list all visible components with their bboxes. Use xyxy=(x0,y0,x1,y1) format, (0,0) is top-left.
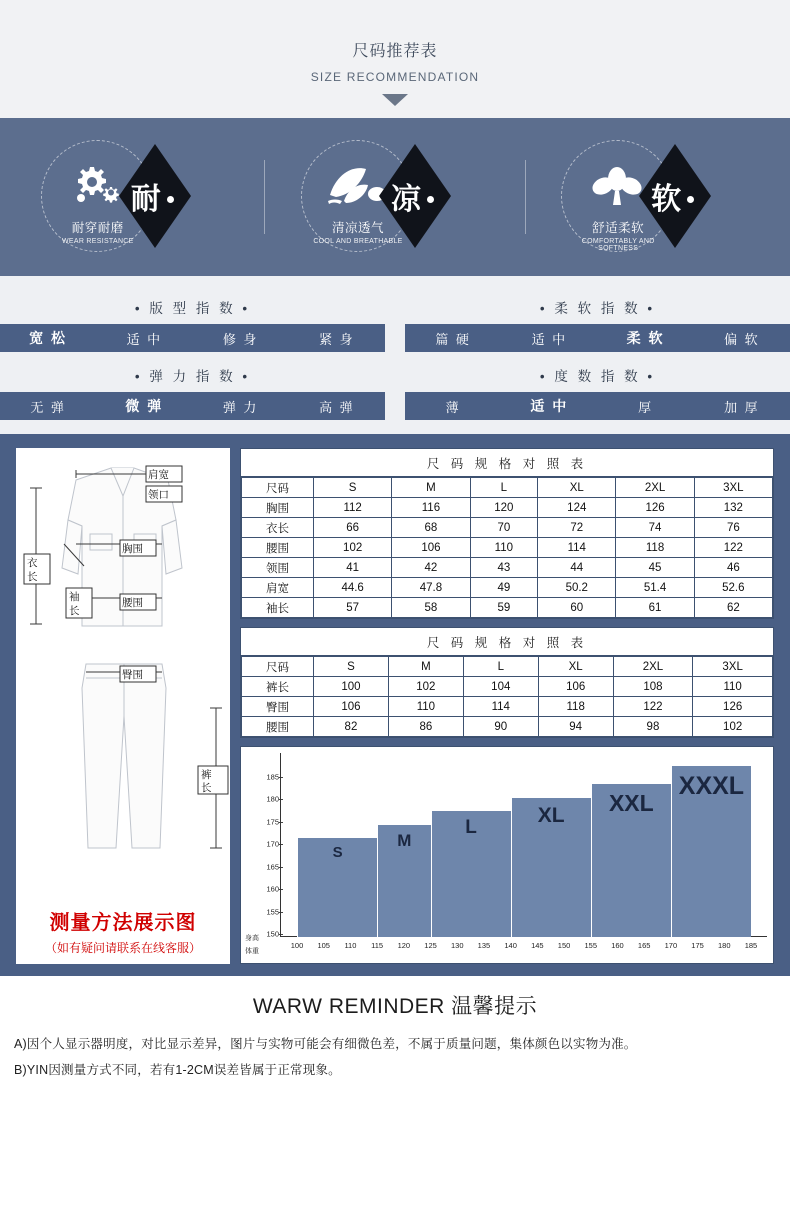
index-option[interactable]: 加 厚 xyxy=(724,399,760,415)
chart-bar xyxy=(377,825,430,938)
index-softness xyxy=(405,288,790,352)
table-cell: 124 xyxy=(538,498,616,518)
table-cell: 胸围 xyxy=(242,498,314,518)
table-cell: 60 xyxy=(538,598,616,618)
table-header-cell: M xyxy=(388,657,463,677)
table-cell: 106 xyxy=(538,677,613,697)
feature-caption: 舒适柔软 COMFORTABLY AND SOFTNESS xyxy=(581,221,655,252)
chart-bar-label: M xyxy=(397,830,412,850)
index-option[interactable]: 微 弹 xyxy=(125,398,164,414)
chevron-down-icon xyxy=(382,94,408,106)
table-cell: 66 xyxy=(314,518,392,538)
chart-x-tick-label: 145 xyxy=(531,941,544,950)
feature-caption: 耐穿耐磨 WEAR RESISTANCE xyxy=(61,221,134,245)
index-options xyxy=(0,324,385,352)
table-cell: 110 xyxy=(693,677,773,697)
svg-text:领口: 领口 xyxy=(148,489,169,501)
footer-line-b: B)YIN因测量方式不同，若有1-2CM误差皆属于正常现象。 xyxy=(14,1063,341,1077)
chart-y-tick-label: 185 xyxy=(266,772,279,781)
svg-text:袖: 袖 xyxy=(69,591,80,603)
chart-x-tick-label: 185 xyxy=(744,941,758,950)
footer-reminder xyxy=(0,976,790,1096)
table-cell: 120 xyxy=(470,498,538,518)
chart-ylabel: 身高 xyxy=(245,935,259,942)
chart-y-axis xyxy=(247,753,283,937)
table-header-cell: 尺码 xyxy=(242,478,314,498)
table-bottom xyxy=(241,656,773,737)
table-cell: 112 xyxy=(314,498,392,518)
table-header-cell: XL xyxy=(538,657,613,677)
table-cell: 44.6 xyxy=(314,578,392,598)
table-header-row xyxy=(242,657,773,677)
chart-x-tick-label: 100 xyxy=(290,941,304,950)
page-header xyxy=(0,0,790,118)
table-cell: 58 xyxy=(392,598,470,618)
chart-y-tick-label: 175 xyxy=(266,817,279,826)
divider xyxy=(264,160,265,234)
table-cell: 49 xyxy=(470,578,538,598)
svg-text:衣: 衣 xyxy=(27,557,38,569)
chart-x-tick-label: 115 xyxy=(371,941,384,950)
table-row xyxy=(242,498,773,518)
size-chart-section xyxy=(0,434,790,976)
chart-x-tick-label: 110 xyxy=(344,941,357,950)
chart-x-tick-label: 155 xyxy=(584,941,598,950)
table-cell: 腰围 xyxy=(242,717,314,737)
table-cell: 51.4 xyxy=(616,578,694,598)
svg-text:臀围: 臀围 xyxy=(122,669,143,681)
chart-x-tick-label: 135 xyxy=(477,941,491,950)
table-cell: 41 xyxy=(314,558,392,578)
dot-decoration xyxy=(427,196,434,203)
chart-x-tick-label: 180 xyxy=(718,941,731,950)
chart-bar xyxy=(297,838,377,937)
table-cell: 腰围 xyxy=(242,538,314,558)
table-cell: 50.2 xyxy=(538,578,616,598)
footer-title: WARW REMINDER 温馨提示 xyxy=(252,995,538,1018)
svg-text:肩宽: 肩宽 xyxy=(148,469,169,481)
index-title: • 度 数 指 数 • xyxy=(539,369,656,384)
chart-y-tick-label: 155 xyxy=(266,907,279,916)
table-cell: 102 xyxy=(314,538,392,558)
table-cell: 44 xyxy=(538,558,616,578)
measurement-figure xyxy=(16,448,230,964)
table-row xyxy=(242,697,773,717)
table-cell: 106 xyxy=(392,538,470,558)
table-header-cell: L xyxy=(470,478,538,498)
table-cell: 68 xyxy=(392,518,470,538)
spec-table-bottom xyxy=(240,627,774,738)
table-cell: 裤长 xyxy=(242,677,314,697)
index-option[interactable]: 无 弹 xyxy=(30,399,66,415)
table-cell: 110 xyxy=(470,538,538,558)
index-option[interactable]: 薄 xyxy=(445,399,461,415)
feature-cool-breathable xyxy=(295,138,495,256)
feature-char: 软 xyxy=(651,183,682,216)
chart-bar-label: L xyxy=(465,817,477,838)
chart-bar xyxy=(591,784,671,937)
page-subtitle: SIZE RECOMMENDATION xyxy=(310,70,480,84)
table-cell: 74 xyxy=(616,518,694,538)
table-cell: 72 xyxy=(538,518,616,538)
feature-caption: 清凉透气 COOL AND BREATHABLE xyxy=(313,221,403,245)
table-cell: 76 xyxy=(694,518,772,538)
table-cell: 领围 xyxy=(242,558,314,578)
index-option[interactable]: 弹 力 xyxy=(222,399,259,415)
chart-x-tick-label: 175 xyxy=(691,941,704,950)
footer-line-a: A)因个人显示器明度，对比显示差异，图片与实物可能会有细微色差，不属于质量问题，集体颜色以实物为准。 xyxy=(14,1037,637,1051)
table-header-cell: 3XL xyxy=(693,657,773,677)
chart-x-tick-label: 105 xyxy=(317,941,330,950)
index-option[interactable]: 适 中 xyxy=(126,331,163,347)
table-cell: 100 xyxy=(314,677,389,697)
index-section xyxy=(0,276,790,434)
spec-table-caption: 尺 码 规 格 对 照 表 xyxy=(241,449,773,477)
index-option[interactable]: 厚 xyxy=(638,399,654,415)
table-cell: 102 xyxy=(388,677,463,697)
table-cell: 114 xyxy=(538,538,616,558)
table-top xyxy=(241,477,773,618)
index-option[interactable]: 修 身 xyxy=(222,331,259,347)
chart-y-tick-label: 180 xyxy=(266,794,279,804)
table-cell: 126 xyxy=(616,498,694,518)
index-options xyxy=(0,392,385,420)
svg-text:长: 长 xyxy=(27,571,38,583)
index-thickness xyxy=(405,356,790,420)
svg-text:胸围: 胸围 xyxy=(122,543,143,555)
table-cell: 110 xyxy=(388,697,463,717)
table-cell: 70 xyxy=(470,518,538,538)
table-cell: 118 xyxy=(616,538,694,558)
chart-x-tick-label: 120 xyxy=(397,941,411,950)
index-option[interactable]: 高 弹 xyxy=(319,399,355,415)
table-cell: 116 xyxy=(392,498,470,518)
table-header-cell: S xyxy=(314,657,389,677)
table-cell: 61 xyxy=(616,598,694,618)
index-fit xyxy=(0,288,385,352)
index-option[interactable]: 宽 松 xyxy=(29,330,68,346)
chart-bar-label: S xyxy=(332,844,343,861)
table-cell: 108 xyxy=(613,677,693,697)
table-cell: 59 xyxy=(470,598,538,618)
chart-bar-label: XL xyxy=(537,803,565,827)
svg-text:长: 长 xyxy=(201,782,212,794)
table-cell: 118 xyxy=(538,697,613,717)
table-cell: 43 xyxy=(470,558,538,578)
table-row xyxy=(242,518,773,538)
index-title: • 弹 力 指 数 • xyxy=(134,369,251,384)
spec-table-caption: 尺 码 规 格 对 照 表 xyxy=(241,628,773,656)
chart-bar xyxy=(511,798,591,938)
index-option[interactable]: 篇 硬 xyxy=(435,331,471,347)
table-cell: 132 xyxy=(694,498,772,518)
table-row xyxy=(242,538,773,558)
chart-x-tick-label: 130 xyxy=(450,941,464,950)
table-header-row xyxy=(242,478,773,498)
page-title: 尺码推荐表 xyxy=(352,43,438,60)
chart-bar-label: XXL xyxy=(608,790,654,816)
table-cell: 104 xyxy=(463,677,538,697)
chart-x-tick-label: 150 xyxy=(557,941,571,950)
chart-x-tick-label: 160 xyxy=(611,941,624,950)
figure-caption xyxy=(16,906,230,956)
table-row xyxy=(242,598,773,618)
table-header-cell: 2XL xyxy=(616,478,694,498)
chart-y-tick-label: 160 xyxy=(266,884,279,894)
table-cell: 衣长 xyxy=(242,518,314,538)
table-cell: 臀围 xyxy=(242,697,314,717)
table-cell: 52.6 xyxy=(694,578,772,598)
chart-x-tick-label: 165 xyxy=(637,941,651,950)
table-cell: 122 xyxy=(613,697,693,717)
figure-caption-sub: （如有疑问请联系在线客服） xyxy=(44,941,201,955)
size-bar-chart xyxy=(240,746,774,964)
table-header-cell: L xyxy=(463,657,538,677)
table-cell: 肩宽 xyxy=(242,578,314,598)
feature-char: 耐 xyxy=(130,183,161,216)
index-option[interactable]: 紧 身 xyxy=(319,331,355,347)
chart-x-tick-label: 140 xyxy=(504,941,517,950)
dot-decoration xyxy=(167,196,174,203)
table-cell: 袖长 xyxy=(242,598,314,618)
index-options xyxy=(405,324,790,352)
table-cell: 47.8 xyxy=(392,578,470,598)
index-option[interactable]: 偏 软 xyxy=(724,331,760,347)
table-cell: 94 xyxy=(538,717,613,737)
table-cell: 102 xyxy=(693,717,773,737)
feature-comfort-softness xyxy=(555,138,755,256)
index-option[interactable]: 柔 软 xyxy=(626,330,665,346)
table-row xyxy=(242,558,773,578)
table-row xyxy=(242,717,773,737)
table-header-cell: XL xyxy=(538,478,616,498)
chart-x-axis xyxy=(281,939,767,955)
table-cell: 42 xyxy=(392,558,470,578)
index-options xyxy=(405,392,790,420)
table-cell: 114 xyxy=(463,697,538,717)
divider xyxy=(525,160,526,234)
chart-y-tick-label: 165 xyxy=(266,862,279,871)
chart-bar xyxy=(431,811,511,937)
chart-bar xyxy=(671,766,751,937)
table-cell: 82 xyxy=(314,717,389,737)
table-cell: 98 xyxy=(613,717,693,737)
chart-y-tick-label: 170 xyxy=(266,839,279,849)
table-header-cell: 2XL xyxy=(613,657,693,677)
table-row xyxy=(242,677,773,697)
spec-table-top xyxy=(240,448,774,619)
table-header-cell: M xyxy=(392,478,470,498)
chart-plot-area xyxy=(281,757,767,937)
table-cell: 106 xyxy=(314,697,389,717)
table-row xyxy=(242,578,773,598)
chart-xlabel: 体重 xyxy=(245,948,259,955)
table-cell: 86 xyxy=(388,717,463,737)
figure-caption-title: 测量方法展示图 xyxy=(49,912,197,934)
chart-y-tick-label: 150 xyxy=(266,929,279,939)
svg-text:长: 长 xyxy=(69,605,80,617)
chart-x-tick-label: 170 xyxy=(664,941,678,950)
feature-char: 凉 xyxy=(390,183,421,216)
table-cell: 90 xyxy=(463,717,538,737)
table-header-cell: S xyxy=(314,478,392,498)
table-cell: 122 xyxy=(694,538,772,558)
index-elasticity xyxy=(0,356,385,420)
feature-band xyxy=(0,118,790,276)
table-header-cell: 尺码 xyxy=(242,657,314,677)
index-option[interactable]: 适 中 xyxy=(531,331,568,347)
table-cell: 57 xyxy=(314,598,392,618)
table-cell: 46 xyxy=(694,558,772,578)
index-option[interactable]: 适 中 xyxy=(530,398,569,414)
index-title: • 版 型 指 数 • xyxy=(134,301,251,316)
feature-wear-resistance xyxy=(35,138,235,256)
table-cell: 45 xyxy=(616,558,694,578)
chart-bar-label: XXXL xyxy=(678,772,745,800)
chart-x-tick-label: 125 xyxy=(424,941,437,950)
table-cell: 126 xyxy=(693,697,773,717)
svg-text:裤: 裤 xyxy=(201,769,212,781)
svg-text:腰围: 腰围 xyxy=(122,597,143,609)
index-title: • 柔 软 指 数 • xyxy=(539,301,656,316)
table-header-cell: 3XL xyxy=(694,478,772,498)
table-cell: 62 xyxy=(694,598,772,618)
